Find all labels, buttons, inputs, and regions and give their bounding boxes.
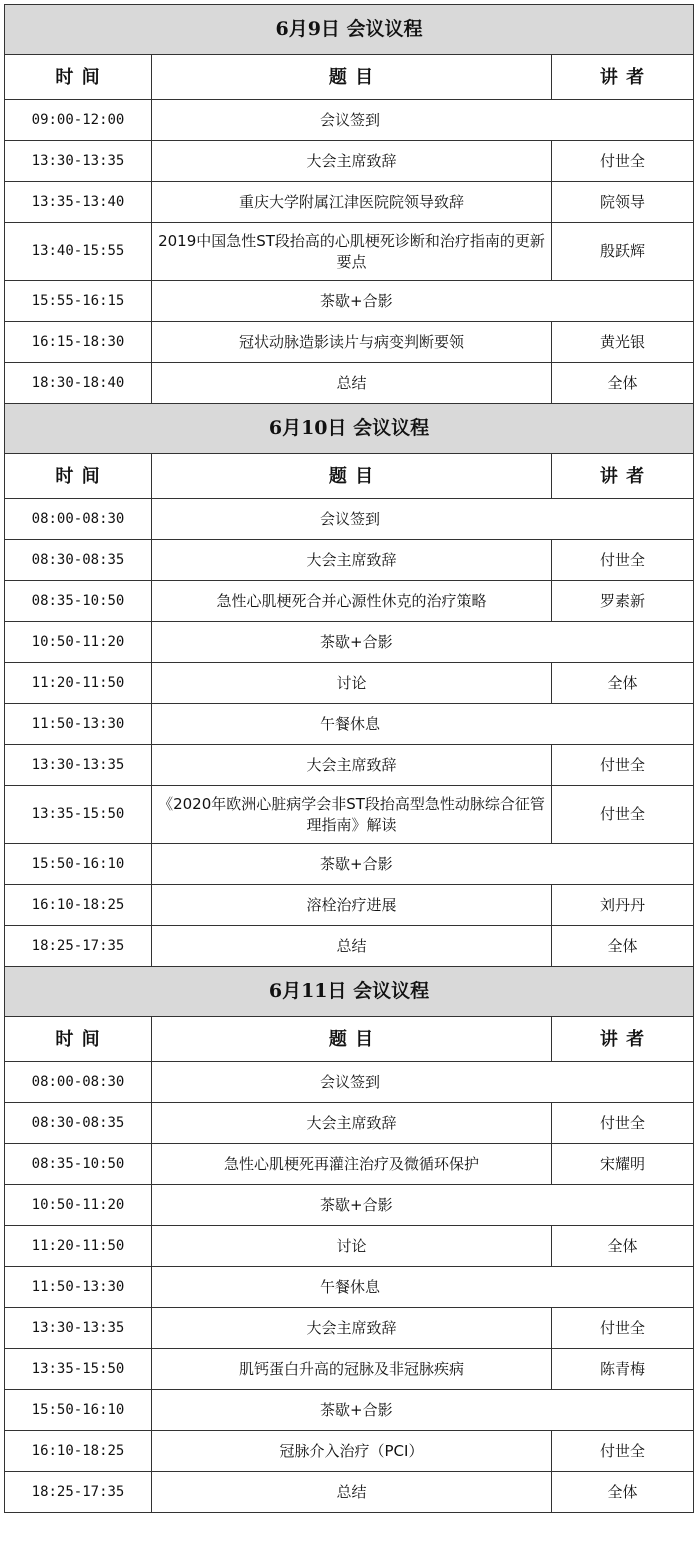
- session-time: 13:35-15:50: [5, 786, 152, 844]
- agenda-row: [5, 182, 694, 223]
- session-topic: 溶栓治疗进展: [152, 885, 552, 926]
- session-topic: 大会主席致辞: [152, 745, 552, 786]
- session-speaker: 黄光银: [552, 322, 694, 363]
- agenda-row: [5, 844, 694, 885]
- session-topic: 茶歇+合影: [152, 1185, 694, 1226]
- time-column-header: 时 间: [5, 1017, 152, 1062]
- agenda-row: [5, 1185, 694, 1226]
- session-topic: 大会主席致辞: [152, 1103, 552, 1144]
- agenda-row: [5, 786, 694, 844]
- column-header-row: [5, 454, 694, 499]
- agenda-row: [5, 363, 694, 404]
- session-time: 13:40-15:55: [5, 223, 152, 281]
- session-time: 10:50-11:20: [5, 1185, 152, 1226]
- session-time: 08:00-08:30: [5, 1062, 152, 1103]
- time-column-header: 时 间: [5, 454, 152, 499]
- session-time: 18:25-17:35: [5, 1472, 152, 1513]
- session-time: 10:50-11:20: [5, 622, 152, 663]
- agenda-row: [5, 322, 694, 363]
- session-topic: 讨论: [152, 1226, 552, 1267]
- session-time: 08:00-08:30: [5, 499, 152, 540]
- agenda-row: [5, 1144, 694, 1185]
- session-time: 08:35-10:50: [5, 1144, 152, 1185]
- agenda-row: [5, 1267, 694, 1308]
- session-speaker: 付世全: [552, 1308, 694, 1349]
- session-topic: 总结: [152, 1472, 552, 1513]
- session-topic: 肌钙蛋白升高的冠脉及非冠脉疾病: [152, 1349, 552, 1390]
- day-title: 6月10日 会议议程: [5, 404, 694, 454]
- session-speaker: 付世全: [552, 141, 694, 182]
- session-time: 16:10-18:25: [5, 1431, 152, 1472]
- time-column-header: 时 间: [5, 55, 152, 100]
- session-time: 08:30-08:35: [5, 1103, 152, 1144]
- agenda-row: [5, 1349, 694, 1390]
- session-speaker: 付世全: [552, 786, 694, 844]
- agenda-row: [5, 281, 694, 322]
- agenda-row: [5, 1226, 694, 1267]
- session-time: 18:25-17:35: [5, 926, 152, 967]
- day-title: 6月9日 会议议程: [5, 5, 694, 55]
- session-time: 15:50-16:10: [5, 844, 152, 885]
- agenda-row: [5, 1431, 694, 1472]
- session-topic: 急性心肌梗死再灌注治疗及微循环保护: [152, 1144, 552, 1185]
- column-header-row: [5, 1017, 694, 1062]
- topic-column-header: 题 目: [152, 55, 552, 100]
- session-topic: 冠状动脉造影读片与病变判断要领: [152, 322, 552, 363]
- session-topic: 茶歇+合影: [152, 281, 694, 322]
- agenda-row: [5, 499, 694, 540]
- session-speaker: 刘丹丹: [552, 885, 694, 926]
- speaker-column-header: 讲 者: [552, 55, 694, 100]
- day-header-row: [5, 5, 694, 55]
- session-topic: 茶歇+合影: [152, 622, 694, 663]
- session-speaker: 付世全: [552, 745, 694, 786]
- day-title: 6月11日 会议议程: [5, 967, 694, 1017]
- session-time: 15:50-16:10: [5, 1390, 152, 1431]
- session-speaker: 付世全: [552, 1431, 694, 1472]
- session-topic: 总结: [152, 363, 552, 404]
- session-time: 11:50-13:30: [5, 1267, 152, 1308]
- session-time: 15:55-16:15: [5, 281, 152, 322]
- session-topic: 大会主席致辞: [152, 141, 552, 182]
- session-speaker: 宋耀明: [552, 1144, 694, 1185]
- day-header-row: [5, 404, 694, 454]
- session-topic: 2019中国急性ST段抬高的心肌梗死诊断和治疗指南的更新要点: [152, 223, 552, 281]
- session-speaker: 全体: [552, 663, 694, 704]
- agenda-row: [5, 1062, 694, 1103]
- session-time: 13:35-13:40: [5, 182, 152, 223]
- session-time: 13:30-13:35: [5, 745, 152, 786]
- session-time: 11:20-11:50: [5, 663, 152, 704]
- session-speaker: 付世全: [552, 1103, 694, 1144]
- day-header-row: [5, 967, 694, 1017]
- session-time: 09:00-12:00: [5, 100, 152, 141]
- agenda-row: [5, 540, 694, 581]
- session-time: 11:20-11:50: [5, 1226, 152, 1267]
- agenda-row: [5, 926, 694, 967]
- session-topic: 茶歇+合影: [152, 1390, 694, 1431]
- session-topic: 午餐休息: [152, 704, 694, 745]
- session-speaker: 殷跃辉: [552, 223, 694, 281]
- topic-column-header: 题 目: [152, 454, 552, 499]
- session-speaker: 全体: [552, 363, 694, 404]
- speaker-column-header: 讲 者: [552, 454, 694, 499]
- session-topic: 大会主席致辞: [152, 1308, 552, 1349]
- session-time: 13:35-15:50: [5, 1349, 152, 1390]
- session-topic: 会议签到: [152, 1062, 694, 1103]
- agenda-row: [5, 581, 694, 622]
- agenda-row: [5, 223, 694, 281]
- session-speaker: 全体: [552, 1226, 694, 1267]
- session-speaker: 全体: [552, 926, 694, 967]
- session-topic: 午餐休息: [152, 1267, 694, 1308]
- session-topic: 急性心肌梗死合并心源性休克的治疗策略: [152, 581, 552, 622]
- session-speaker: 全体: [552, 1472, 694, 1513]
- session-topic: 总结: [152, 926, 552, 967]
- session-time: 18:30-18:40: [5, 363, 152, 404]
- agenda-row: [5, 141, 694, 182]
- agenda-row: [5, 663, 694, 704]
- session-topic: 讨论: [152, 663, 552, 704]
- agenda-row: [5, 745, 694, 786]
- agenda-row: [5, 704, 694, 745]
- session-topic: 茶歇+合影: [152, 844, 694, 885]
- topic-column-header: 题 目: [152, 1017, 552, 1062]
- session-time: 08:35-10:50: [5, 581, 152, 622]
- speaker-column-header: 讲 者: [552, 1017, 694, 1062]
- agenda-table: [4, 4, 694, 1513]
- session-speaker: 付世全: [552, 540, 694, 581]
- agenda-row: [5, 1103, 694, 1144]
- agenda-row: [5, 100, 694, 141]
- session-time: 11:50-13:30: [5, 704, 152, 745]
- session-time: 16:10-18:25: [5, 885, 152, 926]
- session-time: 16:15-18:30: [5, 322, 152, 363]
- agenda-row: [5, 885, 694, 926]
- session-time: 13:30-13:35: [5, 141, 152, 182]
- agenda-row: [5, 1308, 694, 1349]
- session-topic: 《2020年欧洲心脏病学会非ST段抬高型急性动脉综合征管理指南》解读: [152, 786, 552, 844]
- session-topic: 会议签到: [152, 499, 694, 540]
- session-topic: 会议签到: [152, 100, 694, 141]
- session-topic: 重庆大学附属江津医院院领导致辞: [152, 182, 552, 223]
- session-topic: 大会主席致辞: [152, 540, 552, 581]
- session-speaker: 陈青梅: [552, 1349, 694, 1390]
- session-speaker: 院领导: [552, 182, 694, 223]
- agenda-row: [5, 622, 694, 663]
- agenda-body: [5, 5, 694, 1513]
- agenda-row: [5, 1390, 694, 1431]
- agenda-row: [5, 1472, 694, 1513]
- session-speaker: 罗素新: [552, 581, 694, 622]
- session-topic: 冠脉介入治疗（PCI）: [152, 1431, 552, 1472]
- session-time: 13:30-13:35: [5, 1308, 152, 1349]
- session-time: 08:30-08:35: [5, 540, 152, 581]
- column-header-row: [5, 55, 694, 100]
